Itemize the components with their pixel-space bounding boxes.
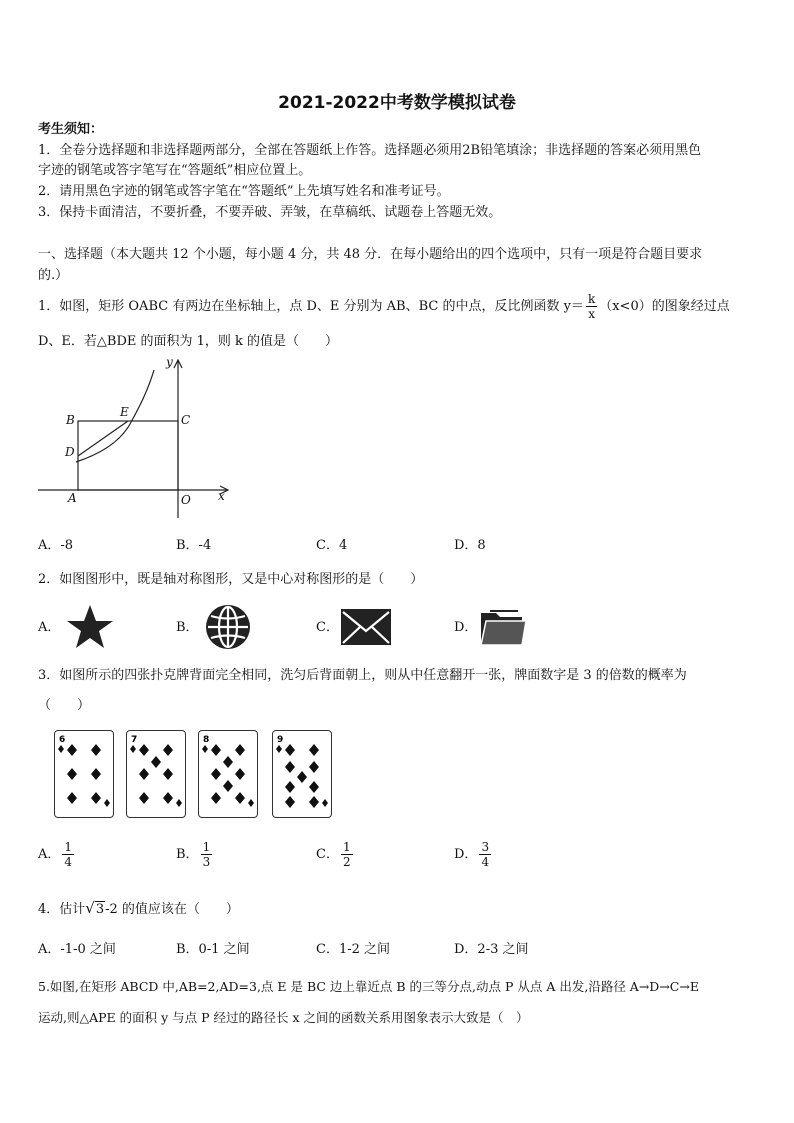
question-4-option-c[interactable]: C．1-2 之间	[316, 942, 391, 957]
question-4-option-b[interactable]: B．0-1 之间	[176, 942, 250, 957]
label-a: A	[68, 491, 77, 505]
question-2-option-a-label[interactable]: A．	[38, 620, 61, 635]
question-3-option-a[interactable]	[38, 840, 76, 869]
fraction-numerator: 1	[64, 840, 73, 854]
option-fraction	[341, 840, 353, 869]
envelope-icon	[340, 603, 392, 651]
playing-card-7	[126, 730, 186, 818]
label-b: B	[66, 413, 75, 427]
question-1-text	[38, 292, 730, 321]
card-rank: 9	[277, 735, 284, 745]
card-rank: 6	[59, 735, 66, 745]
question-4-option-a[interactable]: A．-1-0 之间	[38, 942, 116, 957]
question-3-text-line2: （ ）	[38, 698, 91, 713]
card-rank: 8	[203, 735, 210, 745]
label-d: D	[65, 445, 75, 459]
folder-icon	[478, 603, 530, 651]
question-2-option-b-label[interactable]: B．	[176, 620, 199, 635]
question-5-text: 5.如图,在矩形 ABCD 中,AB=2,AD=3,点 E 是 BC 边上靠近点 B 的三等分点,动点 P 从点 A 出发,沿路径 A→D→C→E	[38, 979, 699, 994]
playing-card-9	[272, 730, 332, 818]
question-1-text-line2: D、E．若△BDE 的面积为 1，则 k 的值是（ ）	[38, 334, 339, 349]
question-4-part-a: 4．估计	[38, 902, 86, 917]
question-3-option-b[interactable]	[176, 840, 214, 869]
option-fraction	[62, 840, 74, 869]
section-heading: 一、选择题（本大题共 12 个小题，每小题 4 分，共 48 分．在每小题给出的四个选项中，只有一项是符合题目要求	[38, 247, 703, 262]
page-title: 2021-2022中考数学模拟试卷	[278, 93, 516, 113]
card-rank: 7	[131, 735, 138, 745]
label-y: y	[166, 355, 173, 369]
option-label: C．	[316, 847, 339, 862]
question-2-option-d-label[interactable]: D．	[454, 620, 478, 635]
option-label: A．	[38, 847, 61, 862]
section-heading-cont: 的.）	[38, 268, 69, 283]
notice-line: 1．全卷分选择题和非选择题两部分，全部在答题纸上作答。选择题必须用2B铅笔填涂；非选择题的答案必须用黑色	[38, 143, 702, 158]
star-icon	[64, 603, 116, 651]
question-5-text-line2: 运动,则△APE 的面积 y 与点 P 经过的路径长 x 之间的函数关系用图象表示大致是（ ）	[38, 1010, 529, 1025]
question-1-part-b: （x<0）的图象经过点	[599, 299, 730, 314]
fraction-numerator: 1	[342, 840, 351, 854]
question-4-option-d[interactable]: D．2-3 之间	[454, 942, 529, 957]
playing-card-6	[54, 730, 114, 818]
hyperbola-curve	[76, 370, 154, 462]
question-3-option-d[interactable]	[454, 840, 493, 869]
fraction-numerator: k	[587, 292, 596, 306]
question-1-option-d[interactable]: D．8	[454, 538, 486, 553]
globe-icon	[202, 603, 254, 651]
fraction-numerator: 1	[202, 840, 211, 854]
question-1-figure	[30, 352, 240, 520]
option-label: B．	[176, 847, 199, 862]
notice-heading: 考生须知：	[38, 122, 104, 137]
notice-line: 3．保持卡面清洁，不要折叠，不要弄破、弄皱，在草稿纸、试题卷上答题无效。	[38, 205, 502, 220]
sqrt-symbol: √	[85, 899, 95, 917]
fraction-denominator: x	[588, 307, 595, 321]
fraction-denominator: 4	[64, 855, 73, 869]
question-4-text	[38, 898, 239, 920]
question-4-part-b: -2 的值应该在（ ）	[105, 902, 239, 917]
label-e: E	[120, 405, 129, 419]
question-1-option-a[interactable]: A．-8	[38, 538, 74, 553]
option-label: D．	[454, 847, 478, 862]
label-x: x	[218, 489, 225, 503]
fraction-numerator: 3	[481, 840, 490, 854]
question-3-text: 3．如图所示的四张扑克牌背面完全相同，洗匀后背面朝上，则从中任意翻开一张，牌面数字是 3 的倍数的概率为	[38, 668, 687, 683]
fraction-denominator: 2	[342, 855, 351, 869]
question-1-option-b[interactable]: B．-4	[176, 538, 212, 553]
question-2-option-c-label[interactable]: C．	[316, 620, 339, 635]
option-fraction	[201, 840, 213, 869]
fraction-denominator: 3	[202, 855, 211, 869]
question-1-part-a: 1．如图，矩形 OABC 有两边在坐标轴上，点 D、E 分别为 AB、BC 的中点，反比例函数 y＝	[38, 299, 584, 314]
playing-card-8	[198, 730, 258, 818]
fraction-denominator: 4	[481, 855, 490, 869]
question-2-text: 2．如图图形中，既是轴对称图形，又是中心对称图形的是（ ）	[38, 572, 424, 587]
question-3-option-c[interactable]	[316, 840, 355, 869]
label-c: C	[181, 413, 191, 427]
sqrt-radicand: 3	[95, 902, 105, 917]
fraction-k-over-x	[586, 292, 597, 321]
notice-line: 字迹的钢笔或答字笔写在“答题纸”相应位置上。	[38, 163, 312, 178]
question-1-option-c[interactable]: C．4	[316, 538, 348, 553]
option-fraction	[479, 840, 491, 869]
notice-line: 2．请用黑色字迹的钢笔或答字笔在“答题纸”上先填写姓名和准考证号。	[38, 184, 450, 199]
label-o: O	[181, 493, 191, 507]
